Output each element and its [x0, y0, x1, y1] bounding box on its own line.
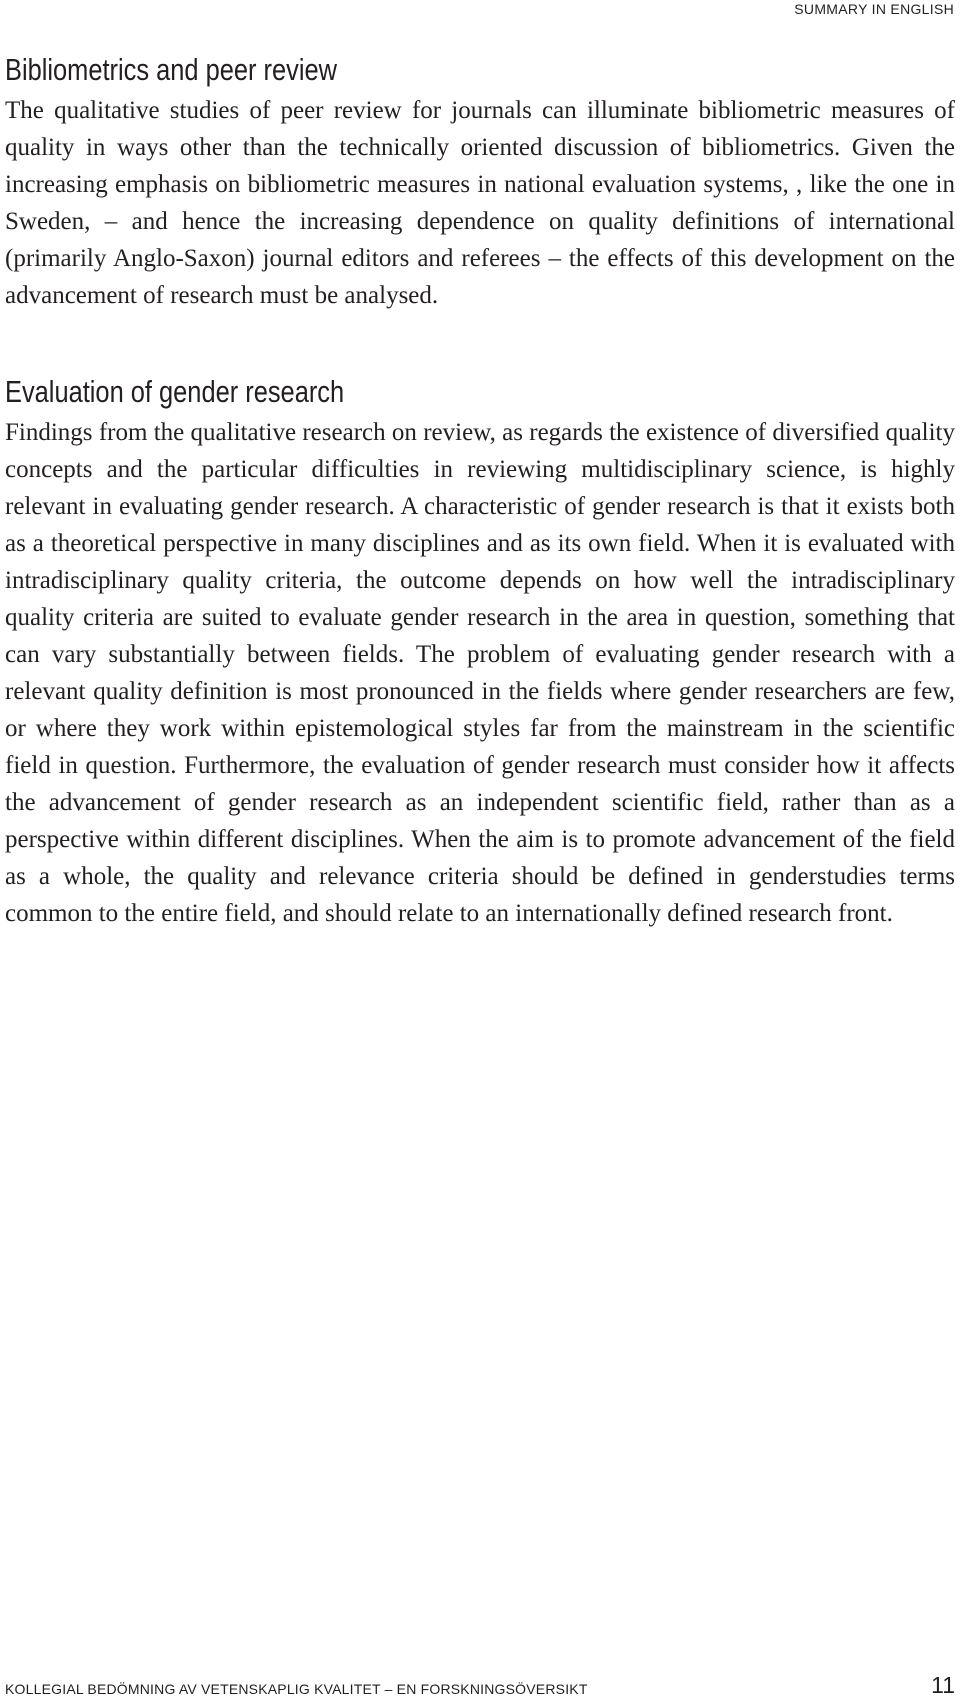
section-body: Findings from the qualitative research on review, as regards the existence of diversified quality concepts and the particular difficulties in reviewing multidisciplinary science, is highly relevant in evaluating gender research. A characteristic of gender research is that it exists both as a theoretical perspective in many disciplines and as its own field. When it is evaluated with intradisciplinary quality criteria, the outcome depends on how well the intradisciplinary quality criteria are suited to evaluate gender research in the area in question, something that can vary substantially between fields. The problem of evaluating gender research with a relevant quality definition is most pronounced in the fields where gender researchers are few, or where they work within epistemological styles far from the mainstream in the scientific field in question. Furthermore, the evaluation of gender research must consider how it affects the advancement of gender research as an independent scientific field, rather than as a perspective within different disciplines. When the aim is to promote advancement of the field as a whole, the quality and relevance criteria should be defined in genderstudies terms common to the entire field, and should relate to an internationally defined research front.	[5, 419, 955, 927]
section-gender-research	[5, 370, 955, 932]
page-content	[5, 48, 955, 932]
section-heading: Evaluation of gender research	[5, 374, 345, 409]
footer-publication-title: KOLLEGIAL BEDÖMNING AV VETENSKAPLIG KVALITET – EN FORSKNINGSÖVERSIKT	[5, 1681, 588, 1697]
running-head: SUMMARY IN ENGLISH	[794, 1, 954, 17]
section-heading: Bibliometrics and peer review	[5, 52, 338, 87]
section-bibliometrics	[5, 48, 955, 314]
section-body: The qualitative studies of peer review for journals can illuminate bibliometric measures of quality in ways other than the technically oriented discussion of bibliometrics. Given the increasing emphasis on bibliometric measures in national evaluation systems, , like the one in Sweden, – and hence the increasing dependence on quality definitions of international (primarily Anglo-Saxon) journal editors and referees – the effects of this development on the advancement of research must be analysed.	[5, 97, 955, 309]
page-number: 11	[931, 1672, 955, 1698]
